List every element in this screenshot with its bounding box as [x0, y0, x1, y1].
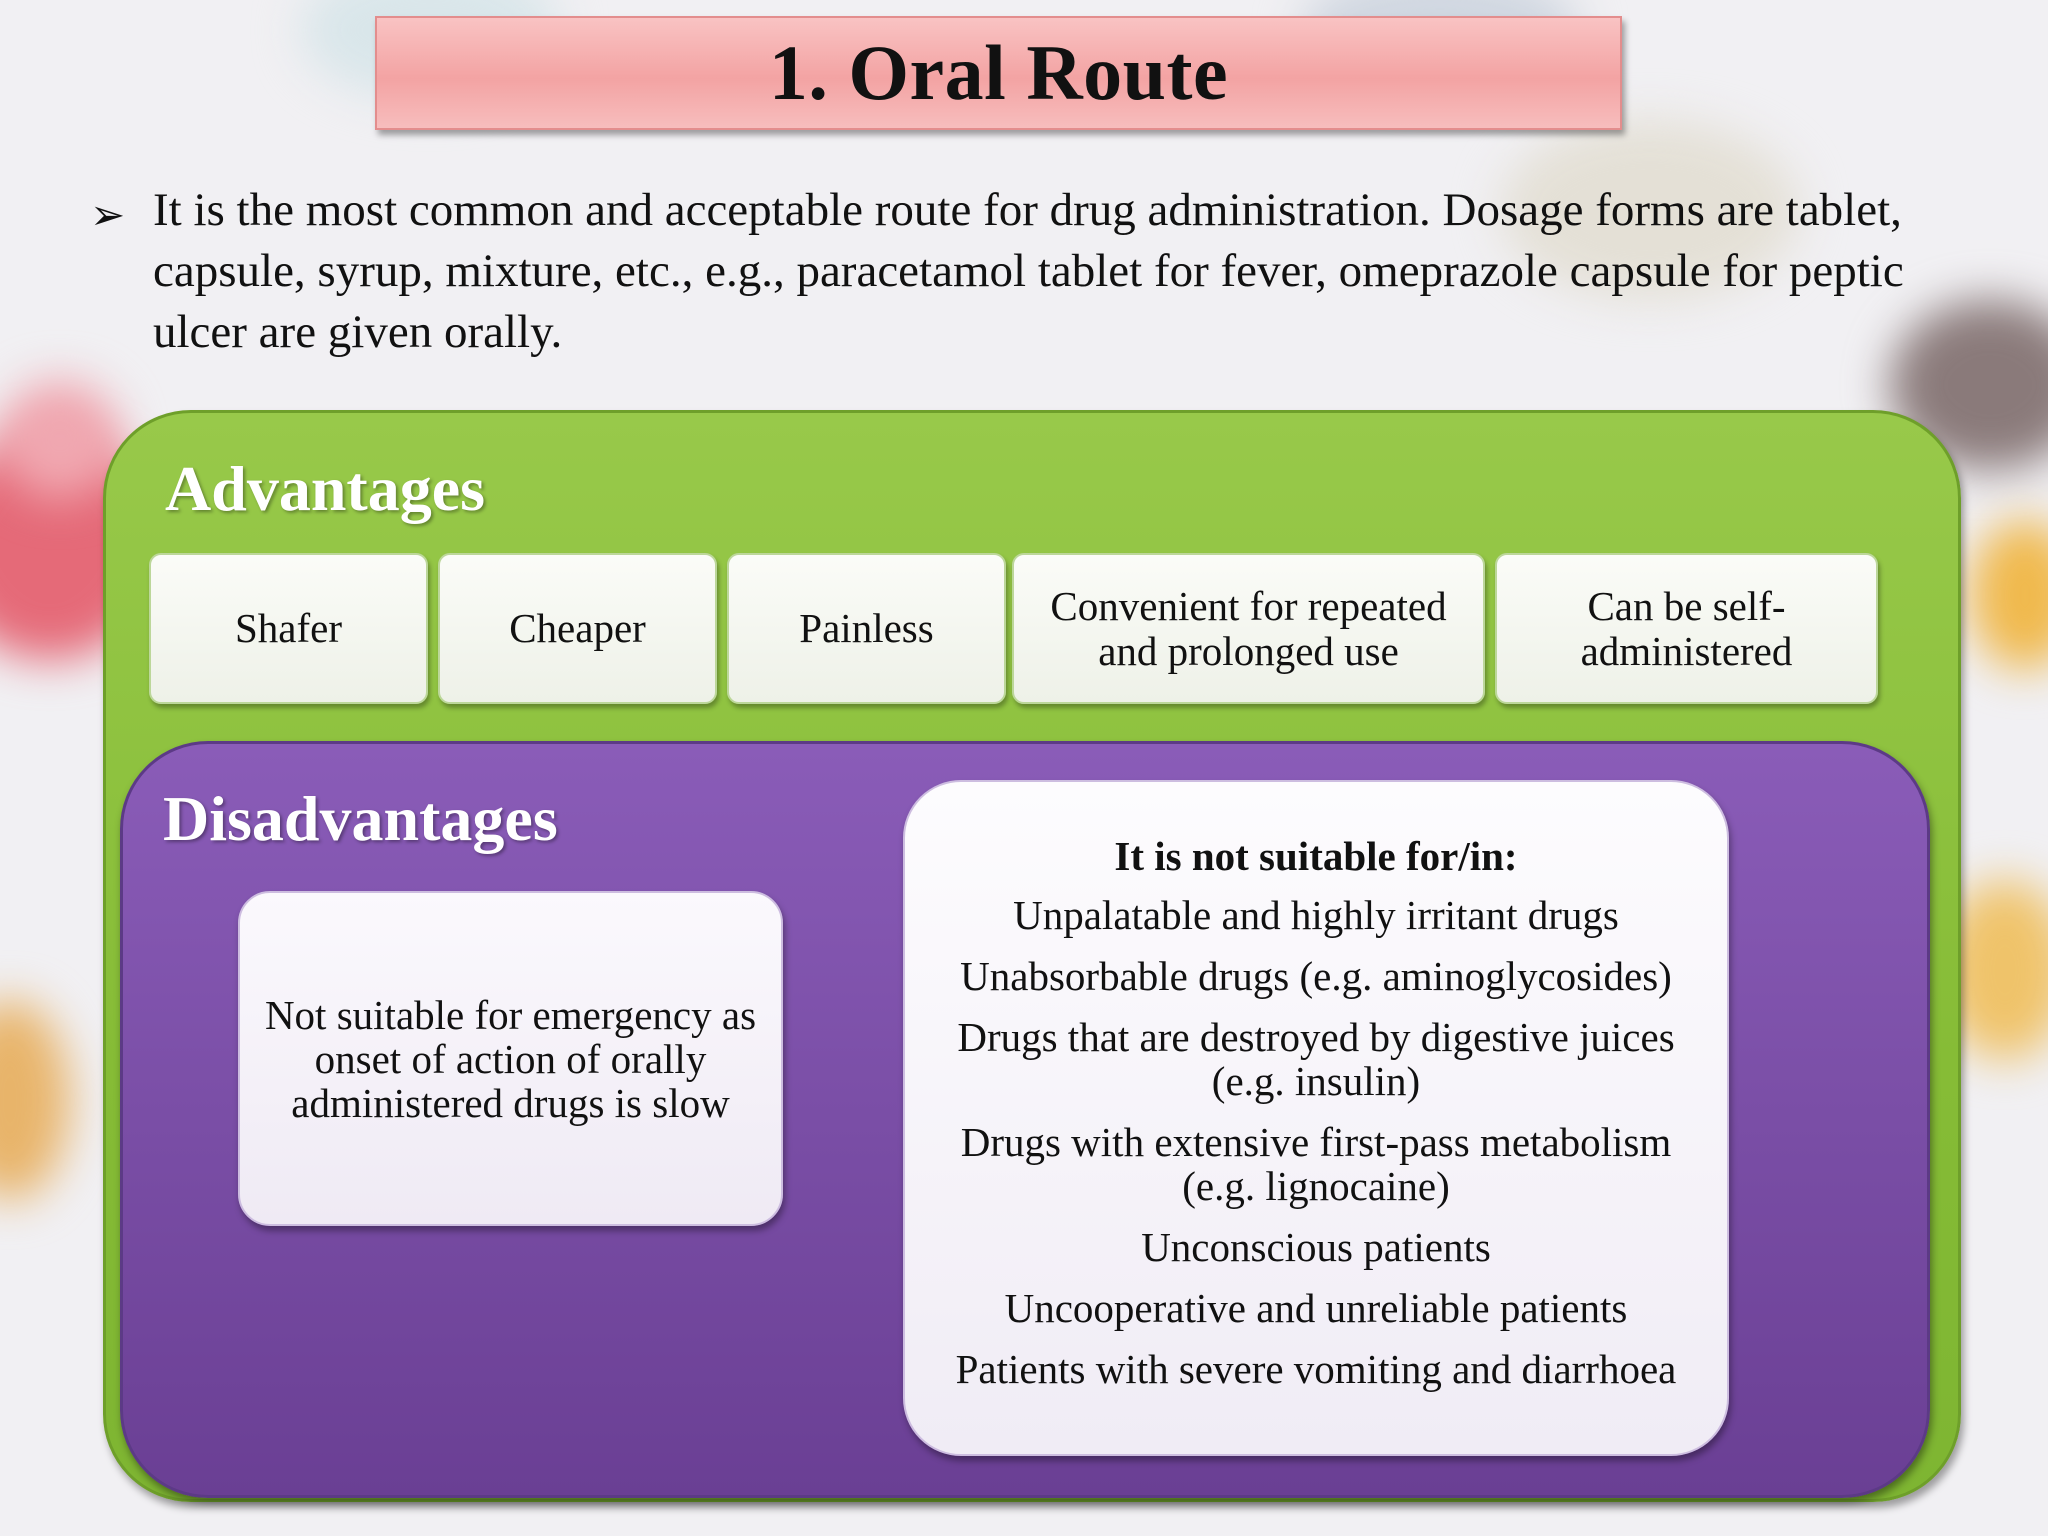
advantage-card-shafer — [149, 553, 428, 704]
bullet-arrow-icon: ➢ — [90, 190, 126, 239]
advantage-label: Can be self-administered — [1580, 582, 1793, 674]
advantage-card-self-administered — [1495, 553, 1878, 704]
not-suitable-heading: It is not suitable for/in: — [1114, 833, 1518, 879]
disadvantage-card-not-suitable — [903, 780, 1729, 1456]
list-item: Unpalatable and highly irritant drugs — [1013, 892, 1619, 938]
advantage-label: Shafer — [234, 605, 342, 651]
intro-text: It is the most common and acceptable route for drug administration. Dosage forms are tablet, capsule, syrup, mixture, etc., e.g., paracetamol tablet for fever, omeprazole capsule for peptic ulcer are given orally. — [153, 184, 1904, 358]
list-item: Unabsorbable drugs (e.g. aminoglycosides) — [960, 953, 1672, 999]
list-item: Drugs that are destroyed by digestive juices (e.g. insulin) — [957, 1014, 1675, 1104]
advantage-card-convenient — [1012, 553, 1485, 704]
disadvantage-card-emergency — [238, 891, 783, 1226]
list-item: Drugs with extensive first-pass metabolism (e.g. lignocaine) — [960, 1119, 1672, 1209]
advantage-label: Cheaper — [509, 605, 646, 651]
list-item: Unconscious patients — [1141, 1224, 1491, 1270]
intro-paragraph — [90, 180, 1970, 363]
disadvantage-text: Not suitable for emergency as onset of action of orally administered drugs is slow — [264, 991, 757, 1126]
slide-title: 1. Oral Route — [768, 29, 1229, 116]
advantage-label: Convenient for repeated and prolonged use — [1050, 582, 1447, 674]
list-item: Patients with severe vomiting and diarrhoea — [955, 1346, 1677, 1392]
advantage-card-cheaper — [438, 553, 717, 704]
advantages-heading: Advantages — [165, 453, 486, 524]
slide-title-box — [375, 16, 1622, 130]
disadvantages-heading: Disadvantages — [163, 783, 558, 854]
list-item: Uncooperative and unreliable patients — [1004, 1285, 1628, 1331]
advantage-label: Painless — [799, 605, 934, 651]
advantage-card-painless — [727, 553, 1006, 704]
